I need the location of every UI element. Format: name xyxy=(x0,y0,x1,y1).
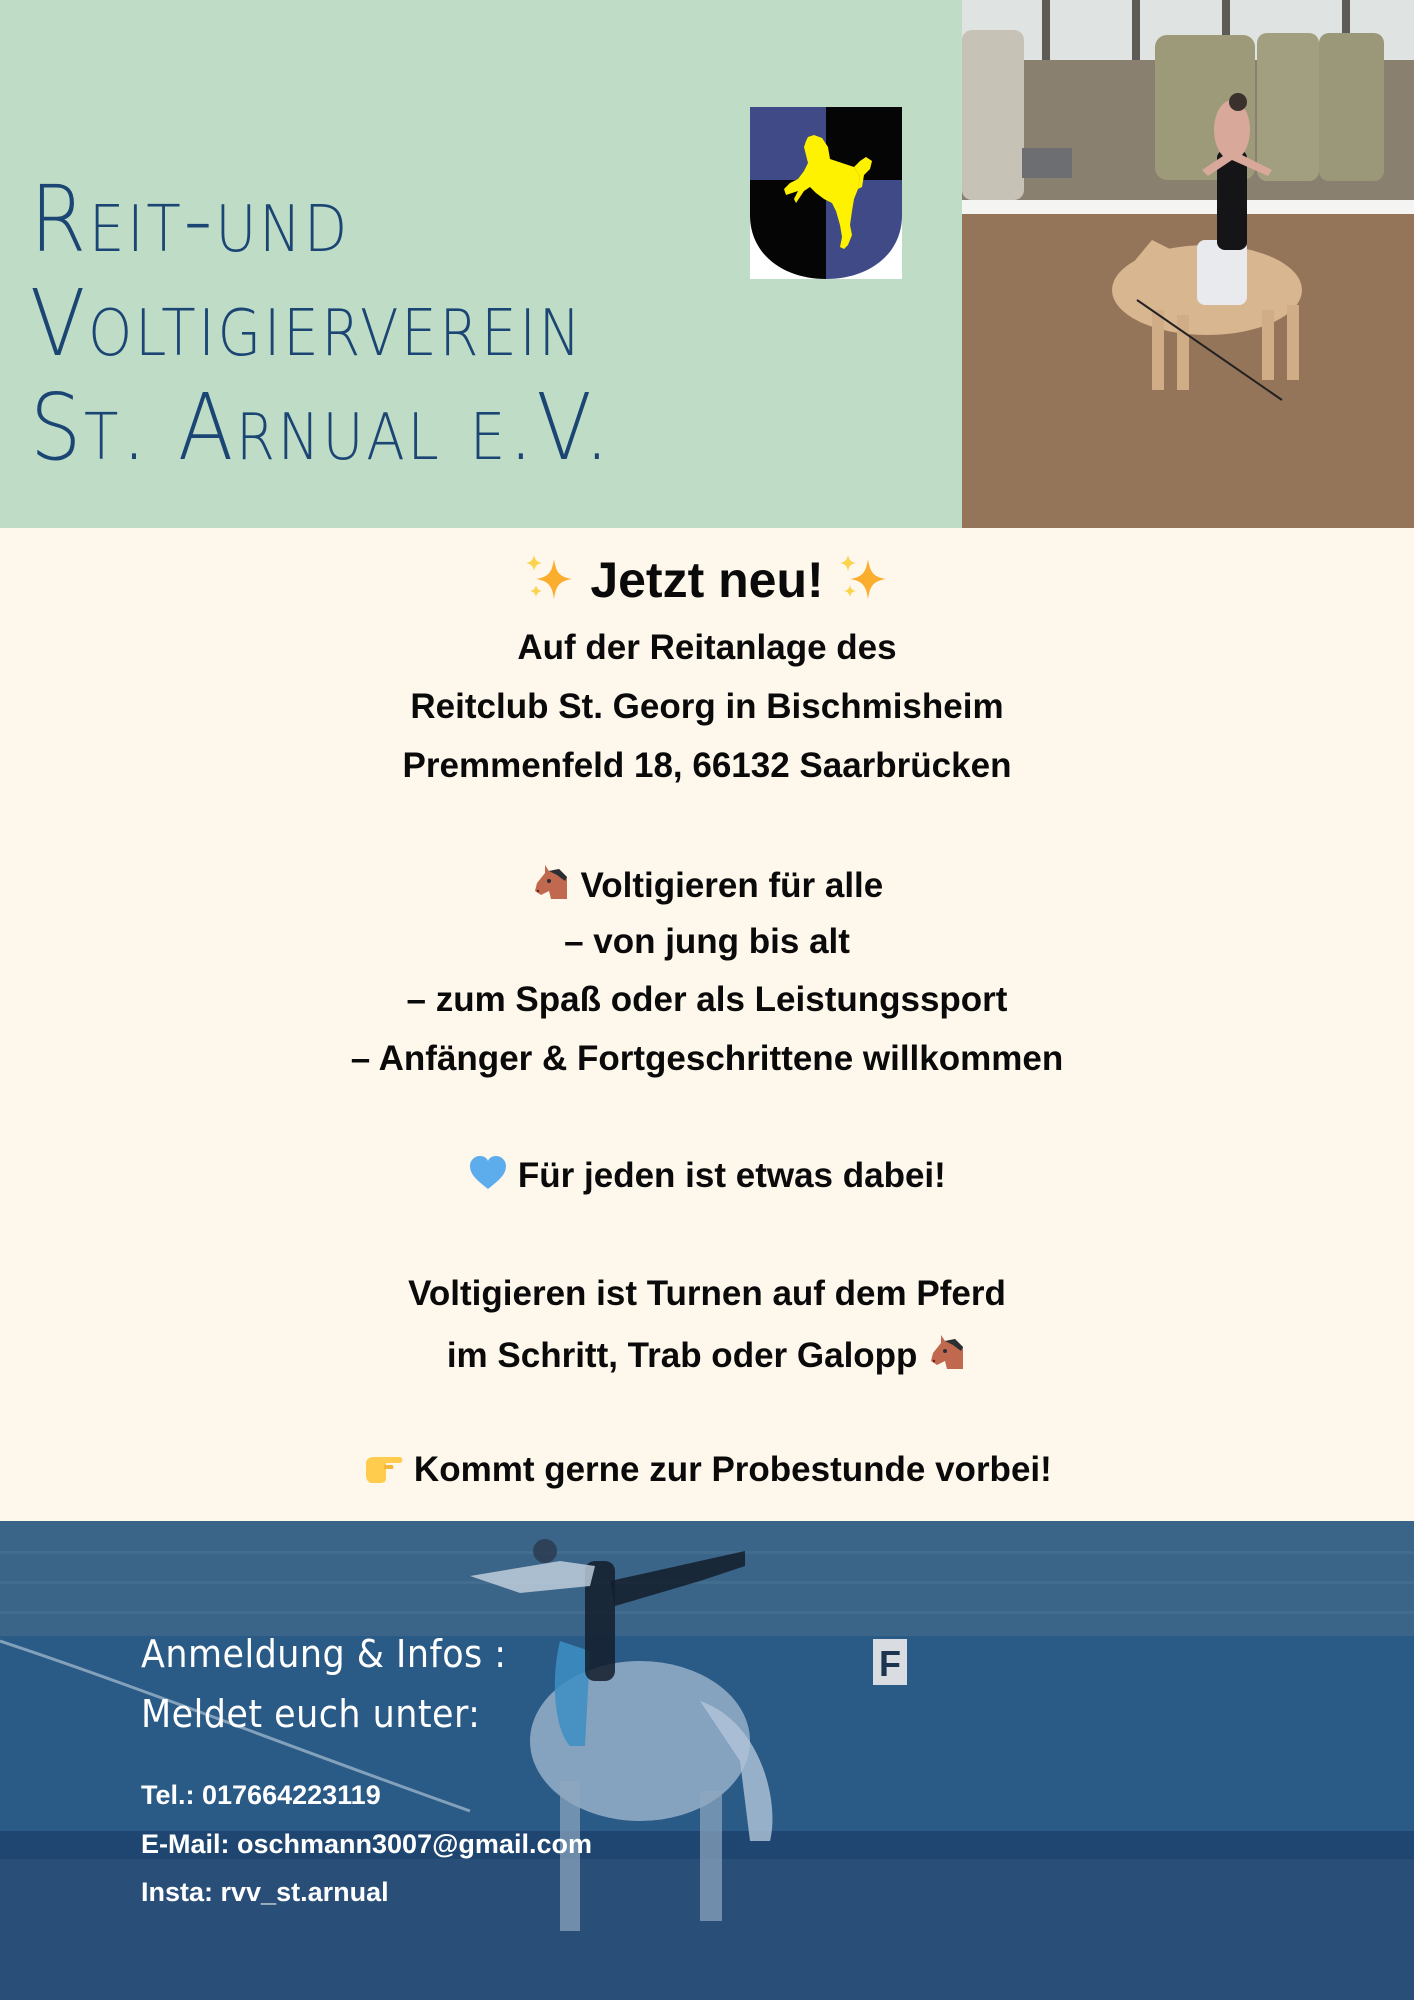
vaulting-horse-arena-photo xyxy=(962,0,1414,528)
cta-line xyxy=(0,1448,1414,1492)
offer-bullet-2: – zum Spaß oder als Leistungssport xyxy=(406,980,1008,1019)
phone-contact[interactable]: Tel.: 017664223119 xyxy=(141,1780,381,1810)
location-line-1: Auf der Reitanlage des xyxy=(517,628,897,667)
club-title xyxy=(30,168,692,480)
sparkles-icon xyxy=(838,553,890,601)
blue-heart-icon xyxy=(468,1155,508,1191)
location-line-2: Reitclub St. Georg in Bischmisheim xyxy=(410,687,1004,726)
announcement-headline xyxy=(0,550,1414,610)
horse-face-icon xyxy=(927,1331,967,1371)
location-line-3: Premmenfeld 18, 66132 Saarbrücken xyxy=(402,746,1012,785)
description-line-1: Voltigieren ist Turnen auf dem Pferd xyxy=(408,1274,1006,1313)
announcement-section xyxy=(0,528,1414,1521)
coat-of-arms-rearing-horse-icon xyxy=(750,107,902,279)
headline-text: Jetzt neu! xyxy=(590,552,824,608)
pointing-right-hand-icon xyxy=(362,1451,404,1485)
instagram-contact[interactable]: Insta: rvv_st.arnual xyxy=(141,1877,389,1907)
svg-text:F: F xyxy=(879,1643,901,1684)
contact-heading-line-2: Meldet euch unter: xyxy=(141,1692,481,1736)
vaulting-arena-photo-blue-tint xyxy=(0,1521,1414,2000)
everyone-line xyxy=(0,1154,1414,1198)
offer-title xyxy=(0,861,1414,908)
club-title-line-1: Reit-und xyxy=(30,166,350,273)
description-line-2-text: im Schritt, Trab oder Galopp xyxy=(446,1336,918,1375)
contact-heading-line-1: Anmeldung & Infos : xyxy=(141,1632,507,1676)
header xyxy=(0,0,1414,528)
offer-bullet-3: – Anfänger & Fortgeschrittene willkommen xyxy=(350,1039,1064,1078)
everyone-text: Für jeden ist etwas dabei! xyxy=(517,1156,946,1195)
club-title-line-3: St. Arnual e.V. xyxy=(30,374,613,481)
email-contact[interactable]: E-Mail: oschmann3007@gmail.com xyxy=(141,1829,592,1859)
offer-bullet-1: – von jung bis alt xyxy=(564,922,850,961)
club-title-line-2: Voltigierverein xyxy=(30,270,584,377)
header-title-panel xyxy=(0,0,962,528)
offer-title-text: Voltigieren für alle xyxy=(580,866,884,905)
cta-text: Kommt gerne zur Probestunde vorbei! xyxy=(413,1450,1052,1489)
horse-face-icon xyxy=(531,861,571,901)
sparkles-icon xyxy=(524,553,576,601)
description-line-2 xyxy=(0,1331,1414,1378)
contact-section xyxy=(0,1521,1414,2000)
